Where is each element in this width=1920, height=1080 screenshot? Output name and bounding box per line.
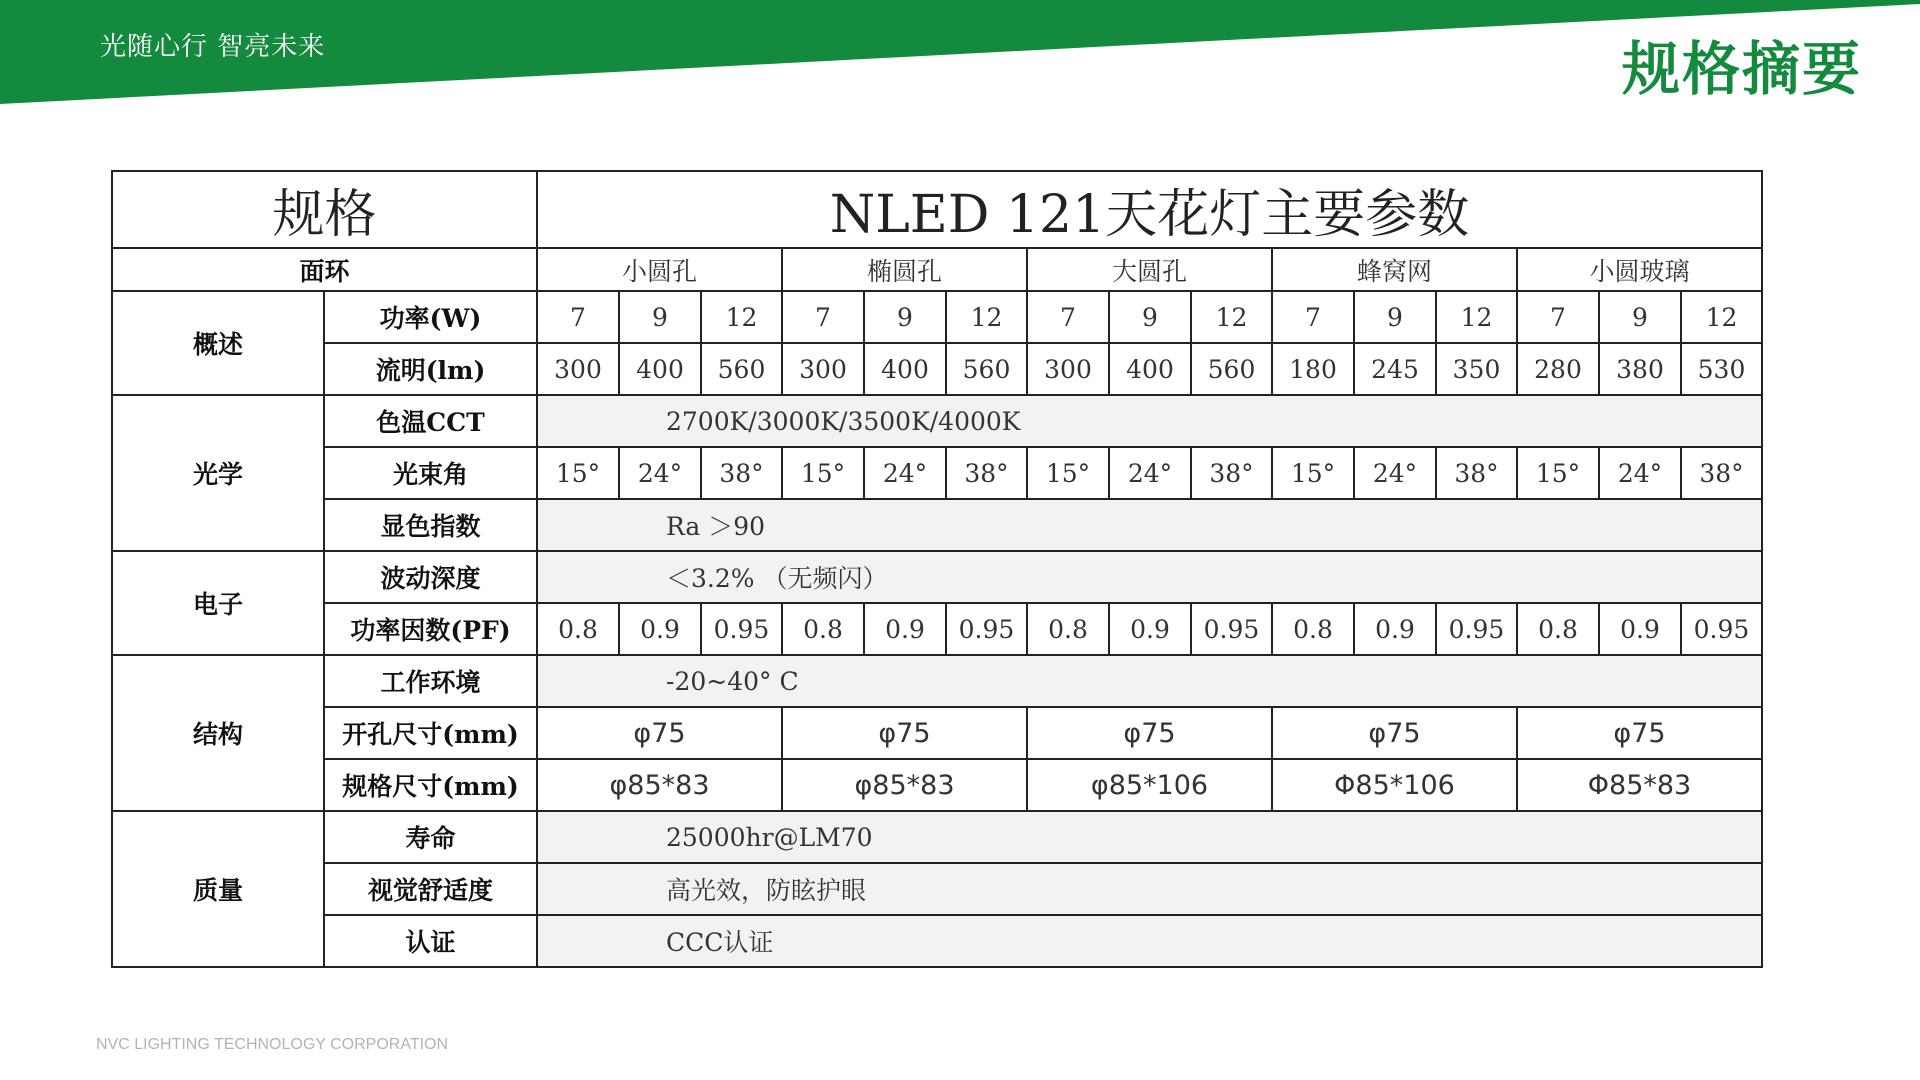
lumen-cell: 400 xyxy=(619,343,701,395)
pf-cell: 0.8 xyxy=(1027,603,1109,655)
dimensions-cell: Φ85*83 xyxy=(1517,759,1762,811)
dimensions-cell: φ85*83 xyxy=(537,759,782,811)
row-label-beam: 光束角 xyxy=(324,447,537,499)
beam-cell: 38° xyxy=(1681,447,1762,499)
row-label-lifetime: 寿命 xyxy=(324,811,537,863)
cutout-cell: φ75 xyxy=(1027,707,1272,759)
beam-cell: 24° xyxy=(1109,447,1191,499)
power-cell: 9 xyxy=(1599,291,1681,343)
lumen-cell: 300 xyxy=(1027,343,1109,395)
page-title: 规格摘要 xyxy=(1621,35,1862,103)
power-cell: 7 xyxy=(537,291,619,343)
cutout-cell: φ75 xyxy=(782,707,1027,759)
flicker-value: ＜3.2% （无频闪） xyxy=(537,551,1762,603)
title-row xyxy=(112,171,1762,248)
lumen-cell: 560 xyxy=(1191,343,1272,395)
cutout-row xyxy=(112,707,1762,759)
pf-cell: 0.95 xyxy=(701,603,782,655)
comfort-value: 高光效，防眩护眼 xyxy=(537,863,1762,915)
beam-cell: 24° xyxy=(619,447,701,499)
dimensions-cell: φ85*106 xyxy=(1027,759,1272,811)
beam-cell: 15° xyxy=(537,447,619,499)
power-cell: 12 xyxy=(946,291,1027,343)
certification-value: CCC认证 xyxy=(537,915,1762,967)
power-cell: 9 xyxy=(1354,291,1436,343)
power-cell: 7 xyxy=(782,291,864,343)
lumen-cell: 280 xyxy=(1517,343,1599,395)
cutout-cell: φ75 xyxy=(537,707,782,759)
cct-row xyxy=(112,395,1762,447)
pf-cell: 0.9 xyxy=(864,603,946,655)
pf-cell: 0.95 xyxy=(1191,603,1272,655)
power-cell: 9 xyxy=(864,291,946,343)
power-row xyxy=(112,291,1762,343)
cri-value: Ra ＞90 xyxy=(537,499,1762,551)
cri-row xyxy=(112,499,1762,551)
beam-cell: 24° xyxy=(864,447,946,499)
face-ring-cell: 小圆孔 xyxy=(537,248,782,291)
environment-row xyxy=(112,655,1762,707)
row-label-lumen: 流明(lm) xyxy=(324,343,537,395)
lumen-cell: 560 xyxy=(946,343,1027,395)
lumen-cell: 380 xyxy=(1599,343,1681,395)
lifetime-row xyxy=(112,811,1762,863)
dimensions-cell: Φ85*106 xyxy=(1272,759,1517,811)
face-ring-cell: 蜂窝网 xyxy=(1272,248,1517,291)
group-optics: 光学 xyxy=(112,395,324,551)
row-label-cri: 显色指数 xyxy=(324,499,537,551)
face-ring-row xyxy=(112,248,1762,291)
company-footer: NVC LIGHTING TECHNOLOGY CORPORATION xyxy=(96,1036,449,1053)
pf-cell: 0.8 xyxy=(537,603,619,655)
beam-cell: 15° xyxy=(1272,447,1354,499)
lumen-cell: 350 xyxy=(1436,343,1517,395)
lumen-cell: 180 xyxy=(1272,343,1354,395)
row-label-flicker: 波动深度 xyxy=(324,551,537,603)
power-cell: 12 xyxy=(1436,291,1517,343)
group-quality: 质量 xyxy=(112,811,324,967)
beam-row xyxy=(112,447,1762,499)
pf-cell: 0.9 xyxy=(1109,603,1191,655)
group-overview: 概述 xyxy=(112,291,324,395)
row-label-comfort: 视觉舒适度 xyxy=(324,863,537,915)
face-ring-cell: 椭圆孔 xyxy=(782,248,1027,291)
cutout-cell: φ75 xyxy=(1272,707,1517,759)
power-cell: 12 xyxy=(1681,291,1762,343)
lifetime-value: 25000hr@LM70 xyxy=(537,811,1762,863)
power-cell: 12 xyxy=(701,291,782,343)
group-structure: 结构 xyxy=(112,655,324,811)
pf-cell: 0.95 xyxy=(1436,603,1517,655)
beam-cell: 15° xyxy=(1027,447,1109,499)
pf-cell: 0.8 xyxy=(1272,603,1354,655)
environment-value: -20~40° C xyxy=(537,655,1762,707)
cct-value: 2700K/3000K/3500K/4000K xyxy=(537,395,1762,447)
lumen-cell: 400 xyxy=(1109,343,1191,395)
lumen-cell: 400 xyxy=(864,343,946,395)
face-ring-cell: 小圆玻璃 xyxy=(1517,248,1762,291)
power-cell: 12 xyxy=(1191,291,1272,343)
power-cell: 7 xyxy=(1027,291,1109,343)
beam-cell: 38° xyxy=(946,447,1027,499)
pf-cell: 0.9 xyxy=(1354,603,1436,655)
tagline: 光随心行 智亮未来 xyxy=(100,32,326,62)
cutout-cell: φ75 xyxy=(1517,707,1762,759)
group-electronics: 电子 xyxy=(112,551,324,655)
beam-cell: 15° xyxy=(1517,447,1599,499)
comfort-row xyxy=(112,863,1762,915)
face-ring-label: 面环 xyxy=(112,248,537,291)
beam-cell: 38° xyxy=(1191,447,1272,499)
row-label-certification: 认证 xyxy=(324,915,537,967)
pf-cell: 0.95 xyxy=(1681,603,1762,655)
beam-cell: 24° xyxy=(1354,447,1436,499)
row-label-cutout: 开孔尺寸(mm) xyxy=(324,707,537,759)
certification-row xyxy=(112,915,1762,967)
lumen-row xyxy=(112,343,1762,395)
pf-row xyxy=(112,603,1762,655)
power-cell: 7 xyxy=(1517,291,1599,343)
beam-cell: 38° xyxy=(701,447,782,499)
lumen-cell: 300 xyxy=(537,343,619,395)
pf-cell: 0.8 xyxy=(1517,603,1599,655)
pf-cell: 0.8 xyxy=(782,603,864,655)
pf-cell: 0.9 xyxy=(1599,603,1681,655)
lumen-cell: 560 xyxy=(701,343,782,395)
lumen-cell: 245 xyxy=(1354,343,1436,395)
row-label-cct: 色温CCT xyxy=(324,395,537,447)
pf-cell: 0.9 xyxy=(619,603,701,655)
corner-label: 规格 xyxy=(112,171,537,248)
row-label-pf: 功率因数(PF) xyxy=(324,603,537,655)
table-main-title: NLED 121天花灯主要参数 xyxy=(537,171,1762,248)
dimensions-cell: φ85*83 xyxy=(782,759,1027,811)
beam-cell: 38° xyxy=(1436,447,1517,499)
flicker-row xyxy=(112,551,1762,603)
beam-cell: 24° xyxy=(1599,447,1681,499)
row-label-environment: 工作环境 xyxy=(324,655,537,707)
power-cell: 7 xyxy=(1272,291,1354,343)
row-label-power: 功率(W) xyxy=(324,291,537,343)
beam-cell: 15° xyxy=(782,447,864,499)
pf-cell: 0.95 xyxy=(946,603,1027,655)
spec-table xyxy=(111,170,1763,968)
lumen-cell: 530 xyxy=(1681,343,1762,395)
dimensions-row xyxy=(112,759,1762,811)
power-cell: 9 xyxy=(1109,291,1191,343)
lumen-cell: 300 xyxy=(782,343,864,395)
face-ring-cell: 大圆孔 xyxy=(1027,248,1272,291)
row-label-dimensions: 规格尺寸(mm) xyxy=(324,759,537,811)
power-cell: 9 xyxy=(619,291,701,343)
